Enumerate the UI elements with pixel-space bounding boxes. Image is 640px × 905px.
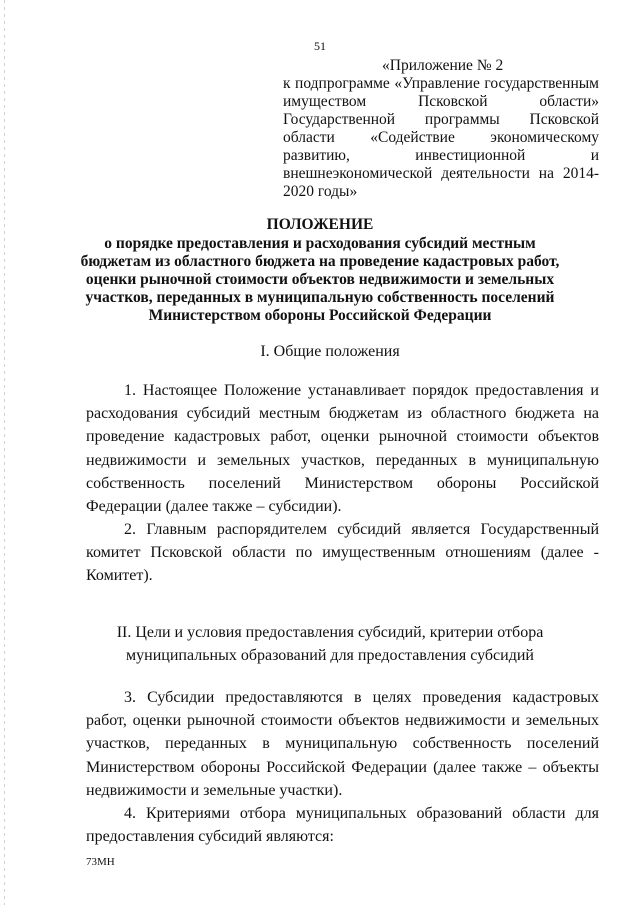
- paragraph-1: [86, 379, 599, 518]
- appendix-block: [283, 57, 599, 201]
- document-title: ПОЛОЖЕНИЕ: [266, 216, 374, 233]
- paragraph-2-text: 2. Главным распорядителем субсидий является Государственный комитет Псковской области по имущественным отношениям (далее - Комитет).: [86, 521, 599, 585]
- paragraph-4: [86, 802, 599, 848]
- document-heading: [78, 216, 562, 325]
- paragraph-4-text: 4. Критериями отбора муниципальных образований области для предоставления субсидий являются:: [86, 805, 599, 846]
- page-number: 51: [314, 39, 326, 53]
- section-title-1: I. Общие положения: [260, 343, 400, 360]
- appendix-title: «Приложение № 2: [382, 57, 504, 74]
- paragraph-3-text: 3. Субсидии предоставляются в целях проведения кадастровых работ, оценки рыночной стоимости объектов недвижимости и земельных участков, переданных в муниципальную собственность поселений Министерством обороны Российской Федерации (далее также – объекты недвижимости и земельные участки).: [86, 689, 599, 799]
- appendix-text: к подпрограмме «Управление государственным имуществом Псковской области» Государственной программы Псковской области «Содействие экономическому развитию, инвестиционной и внешнеэкономической деятельности на 2014-: [283, 75, 599, 182]
- footer-code: 73МН: [86, 856, 115, 868]
- scan-edge: [4, 0, 5, 905]
- document-subtitle: о порядке предоставления и расходования субсидий местным бюджетам из областного бюджета на проведение кадастровых работ, оценки рыночной стоимости объектов недвижимости и земельных участков, переданных в муниципальную собственность поселений Министерством обороны Российской Федерации: [80, 235, 560, 324]
- appendix-text-last-line: 2020 годы»: [283, 183, 358, 200]
- paragraph-3: [86, 686, 599, 802]
- paragraph-1-text: 1. Настоящее Положение устанавливает порядок предоставления и расходования субсидий местным бюджетам из областного бюджета на проведение кадастровых работ, оценки рыночной стоимости объектов недвижимости и земельных участков, переданных в муниципальную собственность поселений Министерством обороны Российской Федерации (далее также – субсидии).: [86, 382, 599, 516]
- paragraph-2: [86, 518, 599, 588]
- section-title-2: II. Цели и условия предоставления субсидий, критерии отбора муниципальных образований для предоставления субсидий: [116, 624, 544, 664]
